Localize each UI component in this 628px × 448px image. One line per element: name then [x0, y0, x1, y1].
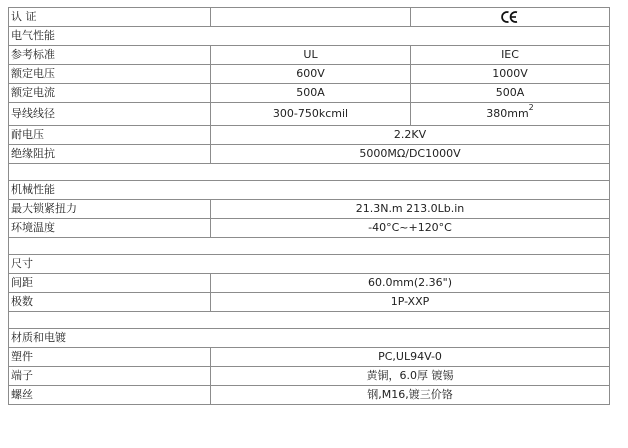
insulation-resistance-value: 5000MΩ/DC1000V [211, 145, 610, 164]
row-plastic [9, 348, 610, 367]
row-insulation-resistance [9, 145, 610, 164]
mechanical-section-title: 机械性能 [9, 181, 610, 200]
max-torque-label: 最大锁紧扭力 [9, 200, 211, 219]
row-electrical-header [9, 27, 610, 46]
electrical-section-title: 电气性能 [9, 27, 610, 46]
spacer-cell [9, 238, 610, 255]
rated-voltage-label: 额定电压 [9, 65, 211, 84]
rated-voltage-iec: 1000V [411, 65, 610, 84]
row-standard [9, 46, 610, 65]
rated-current-label: 额定电流 [9, 84, 211, 103]
row-material-header [9, 329, 610, 348]
spacer-cell [9, 312, 610, 329]
row-spacer [9, 238, 610, 255]
row-dimensions-header [9, 255, 610, 274]
rated-current-iec: 500A [411, 84, 610, 103]
wire-gauge-iec-cell [411, 103, 610, 126]
max-torque-value: 21.3N.m 213.0Lb.in [211, 200, 610, 219]
wire-gauge-iec: 380mm [486, 107, 529, 120]
pitch-label: 间距 [9, 274, 211, 293]
rated-voltage-ul: 600V [211, 65, 411, 84]
ambient-temp-value: -40°C~+120°C [211, 219, 610, 238]
row-ambient-temp [9, 219, 610, 238]
pitch-value: 60.0mm(2.36") [211, 274, 610, 293]
row-spacer [9, 164, 610, 181]
withstand-voltage-value: 2.2KV [211, 126, 610, 145]
screw-value: 钢,M16,镀三价铬 [211, 386, 610, 405]
row-wire-gauge [9, 103, 610, 126]
row-mechanical-header [9, 181, 610, 200]
row-rated-current [9, 84, 610, 103]
row-spacer [9, 312, 610, 329]
material-section-title: 材质和电镀 [9, 329, 610, 348]
certification-mark-cell [411, 8, 610, 27]
row-withstand-voltage [9, 126, 610, 145]
poles-value: 1P-XXP [211, 293, 610, 312]
spec-table [8, 7, 610, 405]
terminal-value: 黄铜，6.0厚 镀锡 [211, 367, 610, 386]
row-poles [9, 293, 610, 312]
withstand-voltage-label: 耐电压 [9, 126, 211, 145]
standard-iec: IEC [411, 46, 610, 65]
standard-label: 参考标准 [9, 46, 211, 65]
certification-label: 认 证 [9, 8, 211, 27]
row-certification [9, 8, 610, 27]
plastic-value: PC,UL94V-0 [211, 348, 610, 367]
ce-mark-icon [501, 11, 519, 23]
spacer-cell [9, 164, 610, 181]
plastic-label: 塑件 [9, 348, 211, 367]
rated-current-ul: 500A [211, 84, 411, 103]
row-max-torque [9, 200, 610, 219]
row-rated-voltage [9, 65, 610, 84]
insulation-resistance-label: 绝缘阻抗 [9, 145, 211, 164]
poles-label: 极数 [9, 293, 211, 312]
row-terminal [9, 367, 610, 386]
row-pitch [9, 274, 610, 293]
standard-ul: UL [211, 46, 411, 65]
certification-empty-cell [211, 8, 411, 27]
screw-label: 螺丝 [9, 386, 211, 405]
terminal-label: 端子 [9, 367, 211, 386]
dimensions-section-title: 尺寸 [9, 255, 610, 274]
ambient-temp-label: 环境温度 [9, 219, 211, 238]
wire-gauge-ul: 300-750kcmil [211, 103, 411, 126]
wire-gauge-label: 导线线径 [9, 103, 211, 126]
row-screw [9, 386, 610, 405]
wire-gauge-iec-exponent: 2 [528, 103, 534, 113]
